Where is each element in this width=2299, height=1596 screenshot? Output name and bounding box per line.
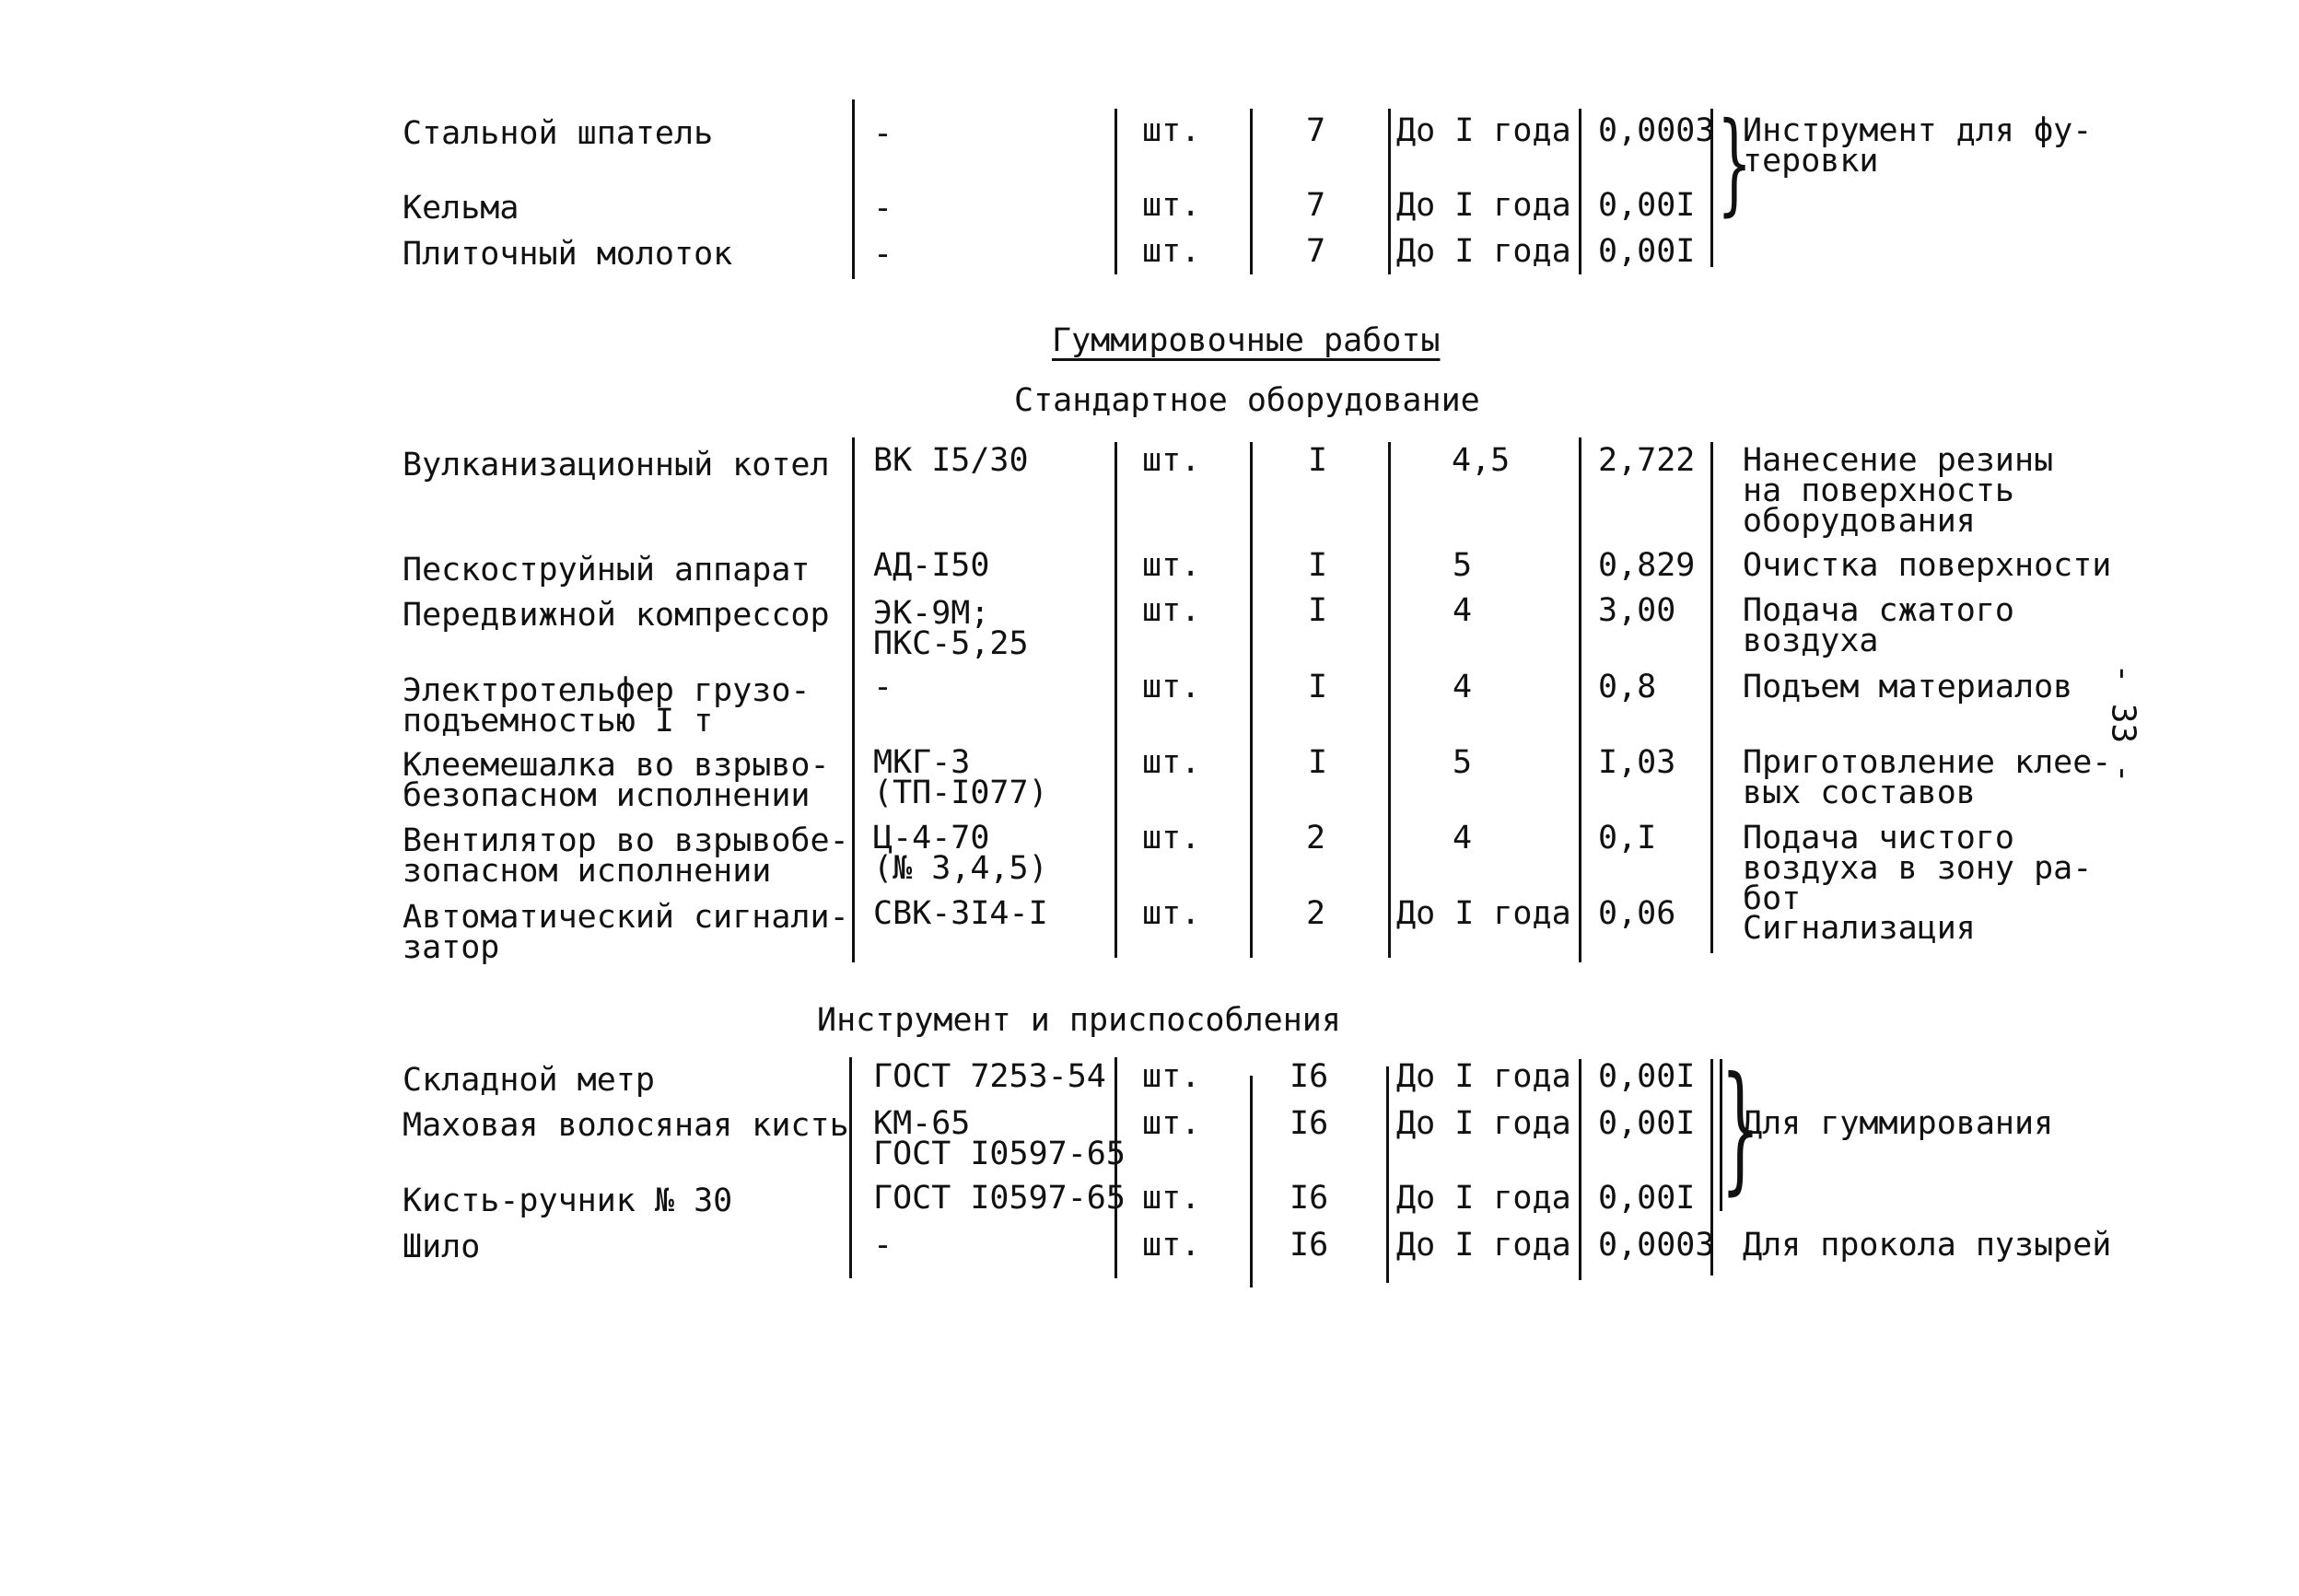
item-purpose: Инструмент для фу- теровки <box>1743 112 2093 180</box>
item-name: Кисть-ручник № 30 <box>403 1182 733 1219</box>
item-name: Электротельфер грузо- подъемностью I т <box>403 672 811 740</box>
item-life: 4 <box>1453 669 1473 705</box>
item-unit: шт. <box>1142 1058 1201 1095</box>
item-name: Кельма <box>403 190 519 227</box>
item-qty: 7 <box>1306 187 1326 224</box>
column-divider <box>1386 1066 1389 1283</box>
item-life: До I года <box>1396 1058 1571 1095</box>
item-type: - <box>873 669 893 705</box>
item-unit: шт. <box>1142 1105 1201 1142</box>
item-type: ВК I5/30 <box>873 442 1029 479</box>
item-type: АД-I50 <box>873 547 990 584</box>
item-weight: 0,00I <box>1598 187 1696 224</box>
item-qty: 2 <box>1306 820 1326 856</box>
item-purpose: Сигнализация <box>1743 910 1976 947</box>
grouping-brace: } <box>1721 1048 1760 1208</box>
page-number: - 33 - <box>2104 663 2142 784</box>
item-purpose: Подъем материалов <box>1743 669 2073 705</box>
item-life: 4 <box>1453 592 1473 629</box>
item-qty: I6 <box>1290 1180 1329 1217</box>
item-name: Вулканизационный котел <box>403 447 830 483</box>
item-unit: шт. <box>1142 592 1201 629</box>
item-name: Вентилятор во взрывобе- зопасном исполнении <box>403 822 849 890</box>
item-qty: I <box>1308 442 1328 479</box>
column-divider <box>1579 109 1581 274</box>
column-divider <box>849 1057 852 1278</box>
item-weight: I,03 <box>1598 744 1676 781</box>
item-life: 5 <box>1453 744 1473 781</box>
column-divider <box>1250 442 1253 958</box>
item-type: - <box>873 190 893 227</box>
item-unit: шт. <box>1142 820 1201 856</box>
item-weight: 0,00I <box>1598 1180 1696 1217</box>
item-unit: шт. <box>1142 442 1201 479</box>
column-divider <box>1388 109 1391 274</box>
item-name: Клеемешалка во взрыво- безопасном исполнении <box>403 747 830 814</box>
item-type: СВК-3I4-I <box>873 895 1048 932</box>
item-type: ГОСТ I0597-65 <box>873 1180 1126 1217</box>
item-weight: 0,0003 <box>1598 112 1715 149</box>
item-type: ГОСТ 7253-54 <box>873 1058 1106 1095</box>
item-purpose: Подача сжатого воздуха <box>1743 592 2015 659</box>
item-name: Автоматический сигнали- затор <box>403 899 849 966</box>
item-type: - <box>873 236 893 273</box>
item-type: Ц-4-70 (№ 3,4,5) <box>873 820 1048 887</box>
item-life: До I года <box>1396 112 1571 149</box>
item-unit: шт. <box>1142 112 1201 149</box>
column-divider <box>1114 442 1117 958</box>
item-life: До I года <box>1396 1105 1571 1142</box>
item-type: ЭК-9М; ПКС-5,25 <box>873 595 1029 662</box>
item-name: Шило <box>403 1229 481 1265</box>
item-weight: 0,00I <box>1598 1058 1696 1095</box>
item-life: До I года <box>1396 233 1571 270</box>
item-unit: шт. <box>1142 1227 1201 1264</box>
item-life: До I года <box>1396 187 1571 224</box>
item-qty: I6 <box>1290 1105 1329 1142</box>
item-qty: 7 <box>1306 112 1326 149</box>
item-unit: шт. <box>1142 895 1201 932</box>
item-name: Пескоструйный аппарат <box>403 552 811 588</box>
item-purpose: Подача чистого воздуха в зону ра- бот <box>1743 820 2093 917</box>
item-type: КМ-65 ГОСТ I0597-65 <box>873 1105 1126 1172</box>
item-life: 5 <box>1453 547 1473 584</box>
item-qty: I6 <box>1290 1058 1329 1095</box>
item-weight: 0,00I <box>1598 233 1696 270</box>
item-qty: I <box>1308 744 1328 781</box>
item-purpose: Для гуммирования <box>1743 1105 2054 1142</box>
item-unit: шт. <box>1142 1180 1201 1217</box>
item-weight: 0,829 <box>1598 547 1696 584</box>
item-qty: I <box>1308 547 1328 584</box>
column-divider <box>852 437 855 962</box>
item-qty: I <box>1308 592 1328 629</box>
section-subtitle: Инструмент и приспособления <box>817 1002 1341 1039</box>
item-name: Передвижной компрессор <box>403 597 830 634</box>
item-qty: I6 <box>1290 1227 1329 1264</box>
item-life: До I года <box>1396 1227 1571 1264</box>
item-life: 4,5 <box>1452 442 1511 479</box>
item-name: Складной метр <box>403 1062 655 1099</box>
column-divider <box>852 99 855 279</box>
item-unit: шт. <box>1142 669 1201 705</box>
item-qty: 2 <box>1306 895 1326 932</box>
item-life: 4 <box>1453 820 1473 856</box>
item-unit: шт. <box>1142 744 1201 781</box>
item-weight: 0,I <box>1598 820 1657 856</box>
column-divider <box>1579 1059 1581 1280</box>
item-type: - <box>873 1227 893 1264</box>
item-weight: 3,00 <box>1598 592 1676 629</box>
item-weight: 0,0003 <box>1598 1227 1715 1264</box>
column-divider <box>1579 437 1581 962</box>
item-purpose: Для прокола пузырей <box>1743 1227 2112 1264</box>
item-type: - <box>873 115 893 152</box>
item-qty: 7 <box>1306 233 1326 270</box>
grouping-brace: } <box>1717 99 1753 227</box>
item-purpose: Приготовление клее- вых составов <box>1743 744 2112 811</box>
item-weight: 0,06 <box>1598 895 1676 932</box>
item-unit: шт. <box>1142 187 1201 224</box>
item-name: Стальной шпатель <box>403 115 714 152</box>
item-weight: 0,00I <box>1598 1105 1696 1142</box>
item-name: Плиточный молоток <box>403 236 733 273</box>
item-purpose: Нанесение резины на поверхность оборудования <box>1743 442 2054 540</box>
item-type: МКГ-3 (ТП-I077) <box>873 744 1048 811</box>
column-divider <box>1250 109 1253 274</box>
column-divider <box>1388 442 1391 958</box>
section-title: Гуммировочные работы <box>1052 322 1441 359</box>
item-unit: шт. <box>1142 233 1201 270</box>
column-divider <box>1114 109 1117 274</box>
item-weight: 2,722 <box>1598 442 1696 479</box>
column-divider <box>1710 442 1713 953</box>
column-divider <box>1250 1076 1253 1287</box>
item-life: До I года <box>1396 1180 1571 1217</box>
item-qty: I <box>1308 669 1328 705</box>
item-purpose: Очистка поверхности <box>1743 547 2112 584</box>
item-unit: шт. <box>1142 547 1201 584</box>
item-name: Маховая волосяная кисть <box>403 1107 849 1144</box>
item-weight: 0,8 <box>1598 669 1657 705</box>
item-life: До I года <box>1396 895 1571 932</box>
section-subtitle: Стандартное оборудование <box>1014 382 1480 419</box>
